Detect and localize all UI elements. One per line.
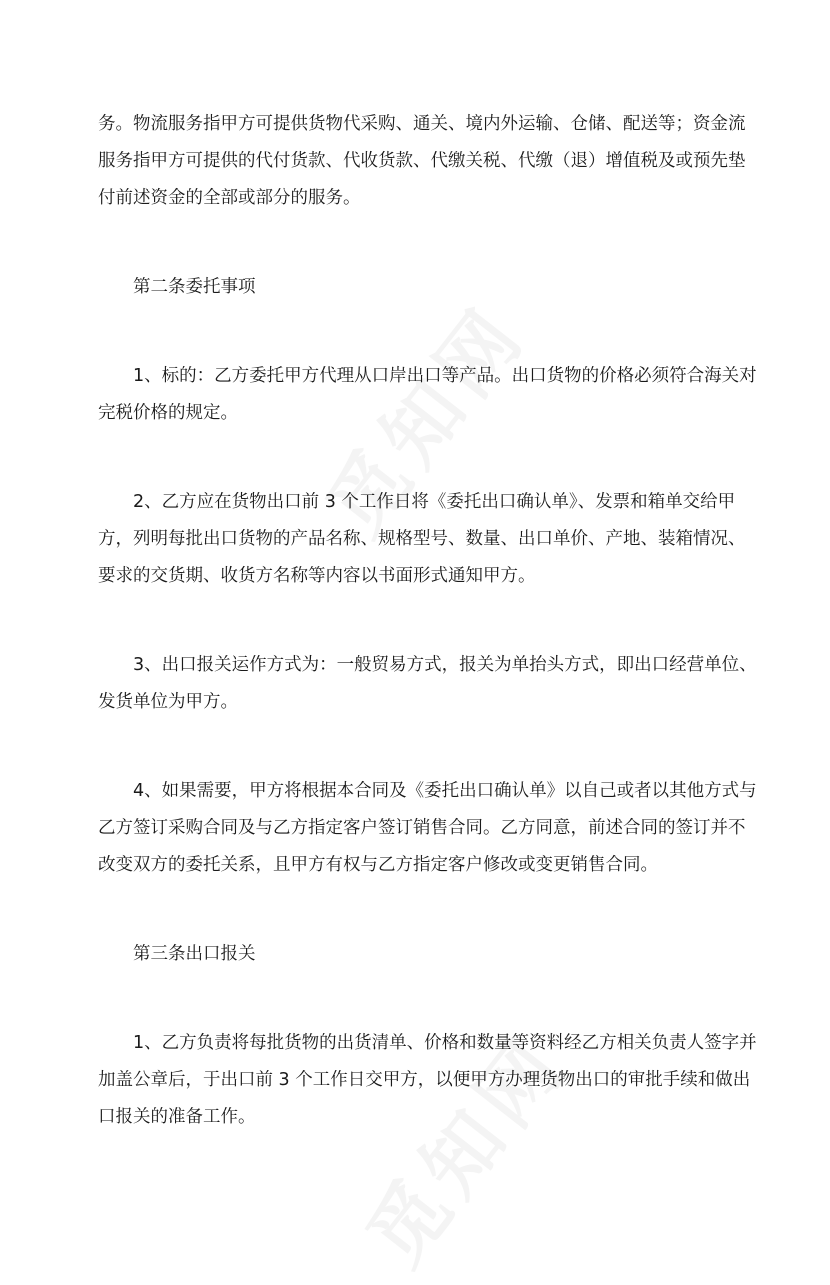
text-line: 要求的交货期、收货方名称等内容以书面形式通知甲方。 [98,566,536,586]
article-2-item-3 [98,647,757,721]
text-line: 口报关的准备工作。 [98,1107,256,1127]
paragraph-continued-logistics [98,106,746,217]
text-line: 3、出口报关运作方式为：一般贸易方式，报关为单抬头方式，即出口经营单位、 [133,655,757,675]
document-body [98,106,757,1188]
text-line: 发货单位为甲方。 [98,692,238,712]
article-3-item-1 [98,1025,757,1136]
article-2-item-2 [98,484,746,595]
article-2-heading [98,269,738,306]
section-heading: 第三条出口报关 [133,944,256,964]
text-line: 1、标的：乙方委托甲方代理从口岸出口等产品。出口货物的价格必须符合海关对 [133,366,757,386]
article-2-item-1 [98,358,757,432]
text-line: 乙方签订采购合同及与乙方指定客户签订销售合同。乙方同意，前述合同的签订并不 [98,818,746,838]
section-heading: 第二条委托事项 [133,277,256,297]
text-line: 1、乙方负责将每批货物的出货清单、价格和数量等资料经乙方相关负责人签字并 [133,1033,757,1053]
text-line: 2、乙方应在货物出口前 3 个工作日将《委托出口确认单》、发票和箱单交给甲 [133,492,736,512]
text-line: 加盖公章后，于出口前 3 个工作日交甲方，以便甲方办理货物出口的审批手续和做出 [98,1070,751,1090]
text-line: 务。物流服务指甲方可提供货物代采购、通关、境内外运输、仓储、配送等；资金流 [98,114,746,134]
text-line: 完税价格的规定。 [98,403,238,423]
article-2-item-4 [98,773,757,884]
text-line: 付前述资金的全部或部分的服务。 [98,188,361,208]
text-line: 4、如果需要，甲方将根据本合同及《委托出口确认单》以自己或者以其他方式与 [133,781,757,801]
article-3-heading [98,936,738,973]
text-line: 服务指甲方可提供的代付货款、代收货款、代缴关税、代缴（退）增值税及或预先垫 [98,151,746,171]
text-line: 改变双方的委托关系，且甲方有权与乙方指定客户修改或变更销售合同。 [98,855,658,875]
text-line: 方，列明每批出口货物的产品名称、规格型号、数量、出口单价、产地、装箱情况、 [98,529,746,549]
